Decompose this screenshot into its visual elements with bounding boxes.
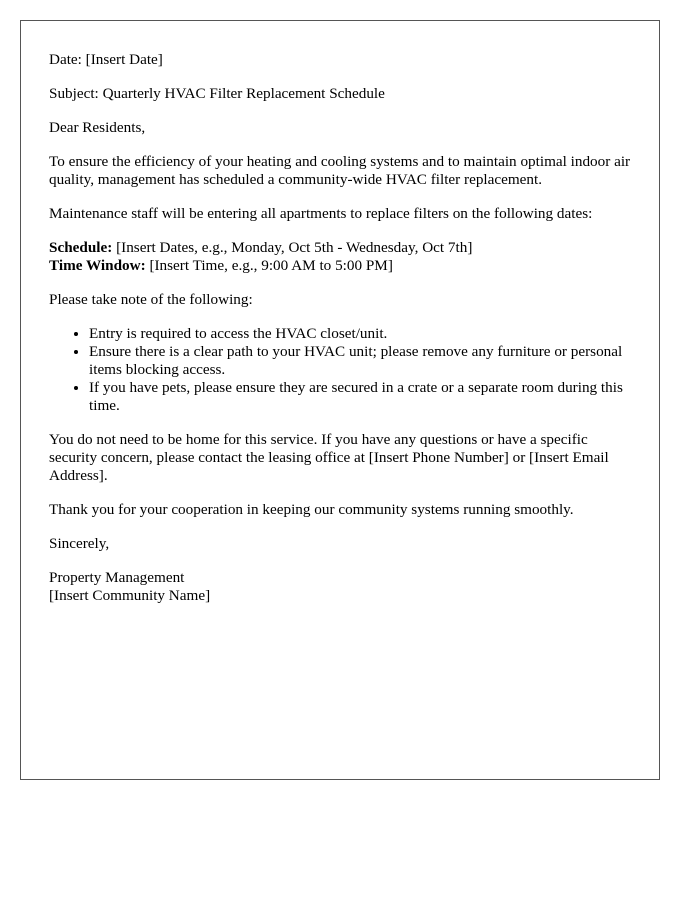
time-window-label: Time Window: bbox=[49, 257, 146, 274]
list-item: • Ensure there is a clear path to your HVAC unit; please remove any furniture or personal items blocking access. bbox=[89, 343, 631, 379]
letter-page bbox=[20, 20, 660, 780]
notice-paragraph: Maintenance staff will be entering all apartments to replace filters on the following dates: bbox=[49, 205, 593, 222]
closing: Sincerely, bbox=[49, 535, 110, 552]
thanks-paragraph: Thank you for your cooperation in keeping our community systems running smoothly. bbox=[49, 501, 574, 518]
date-line: Date: [Insert Date] bbox=[49, 51, 163, 68]
subject-line: Subject: Quarterly HVAC Filter Replacement Schedule bbox=[49, 85, 385, 102]
time-window-value: [Insert Time, e.g., 9:00 AM to 5:00 PM] bbox=[145, 257, 393, 274]
list-item: • Entry is required to access the HVAC closet/unit. bbox=[89, 325, 631, 343]
greeting: Dear Residents, bbox=[49, 119, 146, 136]
signature-name: Property Management bbox=[49, 569, 185, 586]
instructions-list bbox=[49, 325, 631, 415]
schedule-line bbox=[49, 239, 631, 257]
contact-paragraph: You do not need to be home for this service. If you have any questions or have a specific security concern, please contact the leasing office at [Insert Phone Number] or [Insert Email Address]. bbox=[49, 431, 609, 484]
signature-org: [Insert Community Name] bbox=[49, 587, 211, 604]
signature-block bbox=[49, 569, 631, 605]
schedule-label: Schedule: bbox=[49, 239, 113, 256]
time-window-line bbox=[49, 257, 631, 275]
schedule-block bbox=[49, 239, 631, 275]
list-item: • If you have pets, please ensure they are secured in a crate or a separate room during this time. bbox=[89, 379, 631, 415]
note-intro: Please take note of the following: bbox=[49, 291, 253, 308]
schedule-value: [Insert Dates, e.g., Monday, Oct 5th - Wednesday, Oct 7th] bbox=[112, 239, 473, 256]
intro-paragraph: To ensure the efficiency of your heating and cooling systems and to maintain optimal indoor air quality, management has scheduled a community-wide HVAC filter replacement. bbox=[49, 153, 631, 188]
